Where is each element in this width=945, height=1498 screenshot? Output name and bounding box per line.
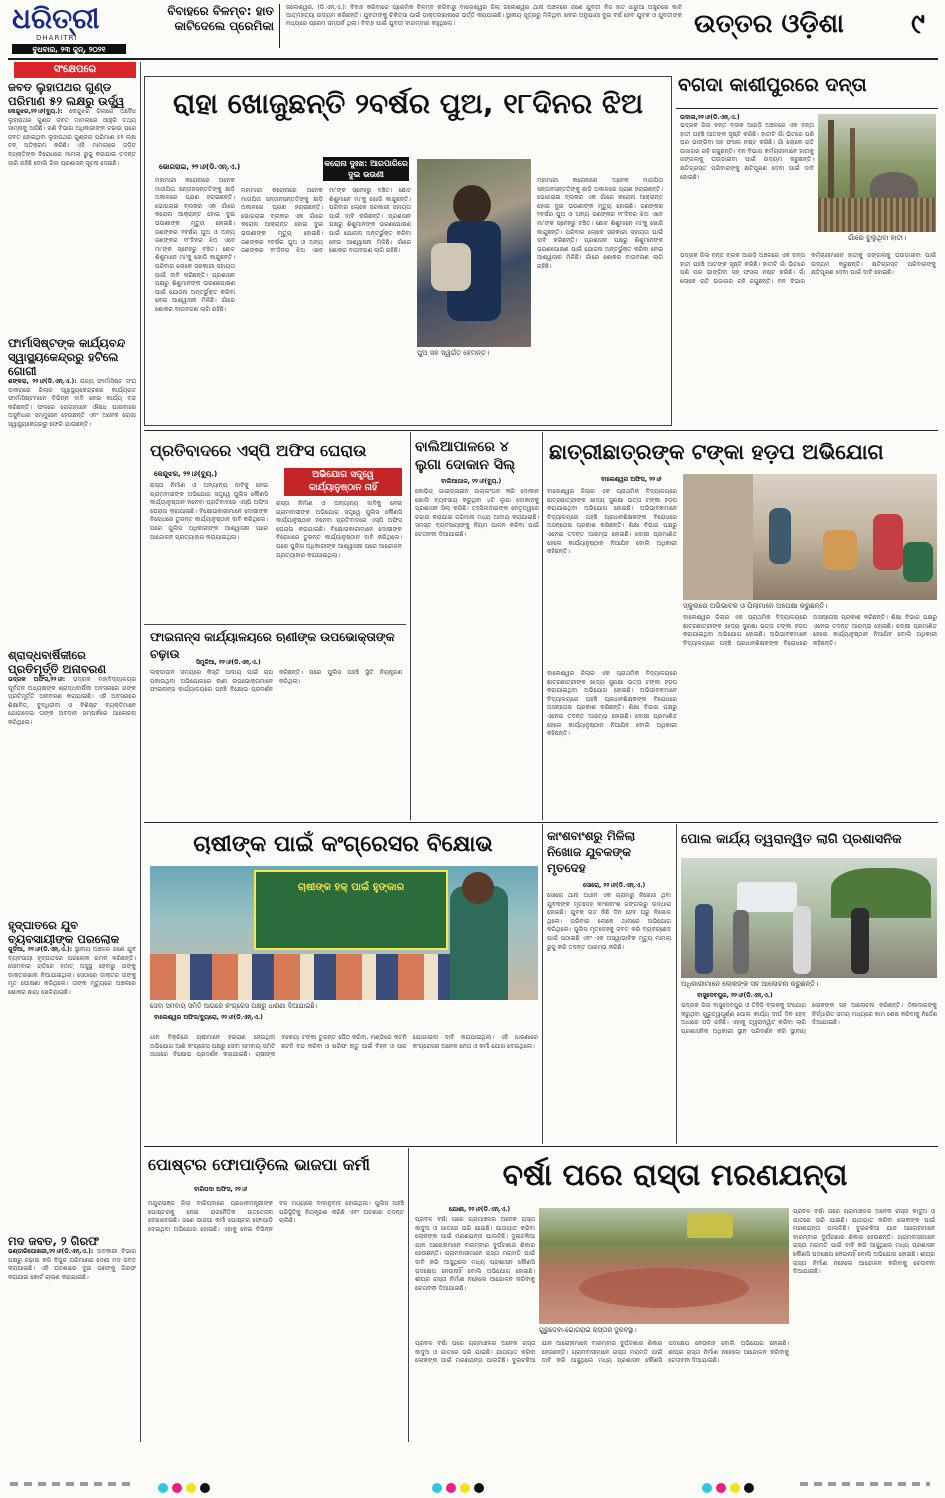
students-headline: ଛାତ୍ରୀଛାତ୍ରଙ୍କ ଟଙ୍କା ହଡ଼ପ ଅଭିଯୋଗ: [549, 440, 884, 464]
rain-col-2: [793, 1208, 935, 1438]
teaser-title: ବିବାହରେ ବିଳମ୍ବ: ହାତ କାଟିଦେଲେ ପ୍ରେମିକା: [167, 4, 274, 33]
elephant-rule: [676, 108, 938, 109]
lead-col-3: [537, 177, 663, 421]
bridge-caption: ଅଧିକାରୀମାନେ ଲୋକଙ୍କ ସହ ଆଲୋଚନା କରୁଛନ୍ତି।: [681, 980, 819, 988]
brief-text: ଅବକାରୀ ବିଭାଗ ପକ୍ଷରୁ ଚଢ଼ାଉ କରି ବିପୁଳ ପରିମାଣର ଦେଶୀ ମଦ ଜବତ କରାଯାଇଛି। ଏହି ଘଟଣାରେ ଦୁଇ ଜଣଙ୍କୁ ଗିରଫ କରାଯାଇ କୋର୍ଟ ଚାଲାଣ କରାଯାଇଛି।: [8, 1248, 136, 1281]
brief-dateline: ଗୁଡ଼ିଆ, ୨୨।୬(ଡି.ଏନ୍.ଏ.):: [8, 946, 73, 953]
students-col-0: [547, 670, 677, 818]
cyan-dot: [158, 1483, 168, 1493]
color-dots-center: [430, 1478, 486, 1497]
gray-bar-right: [800, 1482, 930, 1486]
shops-headline: ବାଲିଆପାଳରେ ୪ ଲୁଗା ଦୋକାନ ସିଲ୍: [415, 439, 516, 473]
elephant-text-cont: ଭଦ୍ରକ ଜିଲା ବନ୍ତ ବ୍ଲକ ଆରଡ଼ି ଅଞ୍ଚଳରେ ଏକ ଦନ୍ତା ହାତୀ ପହଞ୍ଚି ଆତଙ୍କ ସୃଷ୍ଟି କରିଛି। ହାତୀଟି ଗାଁ ଭିତରେ ପଶି ଘର ଭାଙ୍ଗିବା ସହ ଫସଲ ନଷ୍ଟ କରିଛି। ଗାଁ ଲୋକେ ରାତି ଉଜାଗର ରହି ଜଗୁଛନ୍ତି। ବନ ବିଭାଗ କର୍ମଚାରୀମାନେ ହାତୀକୁ ଜଙ୍ଗଲକୁ ଘଉଡ଼ାଇବା ପାଇଁ ଉଦ୍ୟମ କରୁଛନ୍ତି। କ୍ଷତିଗ୍ରସ୍ତ ପରିବାରଙ୍କୁ କ୍ଷତିପୂରଣ ଦେବା ପାଇଁ ଦାବି ହୋଇଛି।: [680, 252, 936, 285]
lead-col-1: ମହାମାରୀ କରୋନାରେ ଅନେକ ମାତାପିତା ସନ୍ତାନସନ୍ତତିଙ୍କୁ ଛାଡ଼ି ଅକାଳରେ ପ୍ରାଣ ହରାଇଛନ୍ତି। ଭୋଗରାଇ ବ୍ଲକର ଏକ ଗାଁରେ କରୋନା ଆକ୍ରାନ୍ତ ହୋଇ ଦୁଇ ଭଉଣୀଙ୍କ ମୃତ୍ୟୁ ହୋଇଛି। ଜଣଙ୍କର ୨ବର୍ଷର ପୁଅ ଓ ଅନ୍ୟ ଜଣଙ୍କର ୧୮ଦିନର ଝିଅ ଏବେ ମା'ଙ୍କ ସ୍ନେହରୁ ବଞ୍ଚିତ। ଛୋଟ ଶିଶୁମାନେ ମା'କୁ ଖୋଜି କାନ୍ଦୁଛନ୍ତି। ପରିବାର ଲୋକେ ସରକାରୀ ସହାୟତା ପାଇଁ ଦାବି କରିଛନ୍ତି। ପ୍ରଶାସନ ପକ୍ଷରୁ ଶିଶୁମାନଙ୍କ ଭରଣପୋଷଣ ପାଇଁ ଯୋଜନା ଅନ୍ତର୍ଭୁକ୍ତ କରିବା ନେଇ ଆଶ୍ୱାସନା ମିଳିଛି। ଗାଁରେ ଶୋକର ବାତାବରଣ ଲାଗି ରହିଛି।: [155, 177, 235, 313]
poster-story: [144, 1148, 406, 1442]
poster-text: [148, 1200, 404, 1438]
row-3-rule: [144, 1146, 938, 1147]
black-dot: [200, 1483, 210, 1493]
color-dots-left: [156, 1478, 212, 1497]
students-text-more: ବାଲେଶ୍ୱର ଜିଲାର ଏକ ପ୍ରାଥମିକ ବିଦ୍ୟାଳୟରେ ଛାତ୍ରଛାତ୍ରୀଙ୍କ ଖାଦ୍ୟ ସୁରକ୍ଷା ଭତ୍ତା ଟଙ୍କା ହଡ଼ପ କରାଯାଇଥିବା ଅଭିଯୋଗ ହୋଇଛି। ଅଭିଭାବକମାନେ ବିଦ୍ୟାଳୟରେ ପହଞ୍ଚି ପ୍ରଧାନଶିକ୍ଷକଙ୍କ ବିରୋଧରେ ଅସନ୍ତୋଷ ପ୍ରକାଶ କରିଛନ୍ତି। ଶିକ୍ଷା ବିଭାଗ ପକ୍ଷରୁ ଏନେଇ ତଦନ୍ତ ଆରମ୍ଭ ହୋଇଛି। ଦୋଷୀ ପ୍ରମାଣିତ ହେଲେ କାର୍ଯ୍ୟାନୁଷ୍ଠାନ ନିଆଯିବ ବୋଲି ଅଧିକାରୀ କହିଛନ୍ତି।: [547, 670, 677, 738]
yellow-dot: [186, 1483, 196, 1493]
gray-bar: [10, 1482, 130, 1486]
magenta-dot: [172, 1483, 182, 1493]
dateline-bar: [12, 44, 126, 54]
brief-body: [8, 1248, 136, 1282]
logo-text: ଧରିତ୍ରୀ: [12, 2, 100, 35]
section-title: ଉତ୍ତର ଓଡ଼ିଶା: [694, 9, 844, 39]
brief-text: ରାଜ୍ୟ ଫାର୍ମାସିଷ୍ଟ ସଂଘ ଡାକରାରେ ଜିଲାର ସ୍ୱାସ୍ଥ୍ୟକେନ୍ଦ୍ରରେ କାର୍ଯ୍ୟରତ ଫାର୍ମାସିଷ୍ଟମାନେ ବିଭିନ୍ନ ଦାବି ନେଇ କାର୍ଯ୍ୟ ବନ୍ଦ କରିଛନ୍ତି। ଫଳରେ ରୋଗୀମାନେ ଔଷଧ ପାଇବାରେ ଅସୁବିଧାର ସମ୍ମୁଖୀନ ହେଉଛନ୍ତି ଏବଂ ଅନେକ ରୋଗୀ ସ୍ୱାସ୍ଥ୍ୟକେନ୍ଦ୍ରରୁ ଫେରି ଯାଉଛନ୍ତି।: [8, 378, 136, 428]
row-2-rule: [144, 822, 938, 823]
sp-kicker-text: ଅଭିଯୋଗ ସତ୍ତ୍ୱେ କାର୍ଯ୍ୟାନୁଷ୍ଠାନ ନାହିଁ: [308, 470, 378, 493]
shops-dateline: ବାଲିଆପାଳ, ୨୨।୬(ବ୍ୟୁ.): [441, 478, 502, 485]
brief-label: ସଂକ୍ଷେପରେ: [14, 62, 136, 78]
bridge-headline: ପୋଲ କାର୍ଯ୍ୟ ତ୍ୱରାନ୍ୱିତ ଲାଗି ପ୍ରଶାସନିକ: [681, 832, 902, 847]
rain-headline: ବର୍ଷା ପରେ ରାସ୍ତା ମରଣଯନ୍ତା: [502, 1158, 848, 1193]
brief-body: [8, 378, 136, 430]
lead-col-2: [241, 187, 411, 423]
students-dateline: ବାଲେଶ୍ୱର ଅଫିସ, ୨୨।୬: [601, 476, 662, 483]
brief-body: [8, 676, 136, 728]
elephant-story: [676, 62, 938, 424]
congress-dateline: ବାଲେଶ୍ୱର ଅଫିସ/ବ୍ୟୁରୋ, ୨୨।୬(ଡି.ଏନ୍.ଏ.): [154, 1014, 263, 1021]
rain-story: [408, 1148, 938, 1442]
sp-col-1: [150, 482, 268, 618]
brief-dateline: ଭଣ୍ଡାରିପୋଖରୀ,୨୨।୬(ଡି.ଏନ୍.ଏ.):: [8, 1248, 94, 1255]
brief-dateline: କେନ୍ଦୁଝର,୨୨।୬(ବ୍ୟୁ.):: [8, 108, 63, 115]
teaser-text: ଜଲେଶ୍ୱର, (ଡି.ଏନ୍.ଏ.): ବିବାହ କରିବାରେ ପ୍ରେମିକ ବିଳମ୍ବ କରିବାରୁ ବାଲେଶ୍ୱର ଜିଲା ଜଲେଶ୍ୱର ଥାନା ଅଞ୍ଚଳରେ ଜଣେ ଯୁବତୀ ନିଜ ହାତ ଧାରୁଆ ଅସ୍ତ୍ରରେ କାଟି ଆତ୍ମହତ୍ୟା ଉଦ୍ୟମ କରିଛନ୍ତି। ଯୁବତୀଙ୍କୁ ଚିକିତ୍ସା ପାଇଁ ଡାକ୍ତରଖାନାରେ ଭର୍ତ୍ତି କରାଯାଇଛି। ସ୍ଥାନୀୟ ସୂତ୍ରରୁ ମିଳିଥିବା ଖବର ଅନୁଯାୟୀ ଦୁଇ ବର୍ଷ ହେବ ଯୁବକ ଓ ଯୁବତୀଙ୍କ ମଧ୍ୟରେ ପ୍ରେମ ସମ୍ପର୍କ ଥିଲା। ବିବାହ ପାଇଁ ଯୁବତୀ ବାରମ୍ବାର କହୁଥିଲେ।: [286, 4, 682, 27]
brief-col-rule: [140, 62, 141, 1442]
lead-text-end: ମହାମାରୀ କରୋନାରେ ଅନେକ ମାତାପିତା ସନ୍ତାନସନ୍ତତିଙ୍କୁ ଛାଡ଼ି ଅକାଳରେ ପ୍ରାଣ ହରାଇଛନ୍ତି। ଭୋଗରାଇ ବ୍ଲକର ଏକ ଗାଁରେ କରୋନା ଆକ୍ରାନ୍ତ ହୋଇ ଦୁଇ ଭଉଣୀଙ୍କ ମୃତ୍ୟୁ ହୋଇଛି। ଜଣଙ୍କର ୨ବର୍ଷର ପୁଅ ଓ ଅନ୍ୟ ଜଣଙ୍କର ୧୮ଦିନର ଝିଅ ଏବେ ମା'ଙ୍କ ସ୍ନେହରୁ ବଞ୍ଚିତ। ଛୋଟ ଶିଶୁମାନେ ମା'କୁ ଖୋଜି କାନ୍ଦୁଛନ୍ତି। ପରିବାର ଲୋକେ ସରକାରୀ ସହାୟତା ପାଇଁ ଦାବି କରିଛନ୍ତି। ପ୍ରଶାସନ ପକ୍ଷରୁ ଶିଶୁମାନଙ୍କ ଭରଣପୋଷଣ ପାଇଁ ଯୋଜନା ଅନ୍ତର୍ଭୁକ୍ତ କରିବା ନେଇ ଆଶ୍ୱାସନା ମିଳିଛି। ଗାଁରେ ଶୋକର ବାତାବରଣ ଲାଗି ରହିଛି।: [537, 177, 663, 270]
brief-text: ସ୍ଥାନୀୟ ଅଞ୍ଚଳର ଜଣେ ଯୁବ ବ୍ୟବସାୟୀ ହୃଦ୍‌ଘାତରେ ପରଲୋକ ଗମନ କରିଛନ୍ତି। ସୋମବାର ରାତିରେ ହଠାତ୍ ଅସୁସ୍ଥ ହେବାରୁ ତାଙ୍କୁ ଡାକ୍ତରଖାନା ନିଆଯାଇଥିଲା। ସେଠାରେ ଡାକ୍ତର ତାଙ୍କୁ ମୃତ ଘୋଷଣା କରିଥିଲେ। ତାଙ୍କ ମୃତ୍ୟୁରେ ଅଞ୍ଚଳରେ ଶୋକର ଛାୟା ଖେଳିଯାଇଛି।: [8, 946, 136, 996]
brief-title: ହୃଦ୍‌ଘାତରେ ଯୁବ ବ୍ୟବସାୟୀଙ୍କ ପରଲୋକ: [8, 918, 120, 946]
brief-text: ଭଦ୍ରକ ମହାବିଦ୍ୟାଳୟର ପୂର୍ବତନ ଅଧ୍ୟକ୍ଷଙ୍କ ଶ୍ରାଦ୍ଧବାର୍ଷିକୀ ଅବସରରେ ତାଙ୍କ ପ୍ରତିମୂର୍ତ୍ତି ଅନାବରଣ କରାଯାଇଛି। ଏହି ଅବସରରେ ଶିକ୍ଷାବିତ୍, ବୁଦ୍ଧିଜୀବୀ ଓ ବିଶିଷ୍ଟ ବ୍ୟକ୍ତିମାନେ ଯୋଗଦେଇ ତାଙ୍କ ଅବଦାନ ସମ୍ପର୍କରେ ଆଲୋଚନା କରିଥିଲେ।: [8, 676, 136, 726]
lead-kicker: [323, 157, 409, 181]
brief-title: ମଦ ଜବତ, ୨ ଗିରଫ: [8, 1234, 100, 1248]
rain-caption: ଗୁରୁଡେବା-ଭୋଗରାଇ ରାସ୍ତାର ଦୁରବସ୍ଥା।: [539, 1326, 637, 1334]
congress-body: ଧାନ ବିକ୍ରିରେ ଚାଷୀମାନେ ହଇରାଣ ହେଉଥିବା ଅଭିଯୋଗ ଆଣି କଂଗ୍ରେସ ପକ୍ଷରୁ ସେବା ସମବାୟ ସମିତି ଆଗରେ ବିକ୍ଷୋଭ ପ୍ରଦର୍ଶନ କରାଯାଇଛି। ଚାଷୀଙ୍କ ବକେୟା ଟଙ୍କା ତୁରନ୍ତ ପୈଠ କରିବା, ମଣ୍ଡିରେ କଟନି ଛଟନି ବନ୍ଦ କରିବା ଓ ଖରିଫ ଋତୁ ପାଇଁ ବିହନ ଓ ସାର ଯୋଗାଇବା ଦାବି କରାଯାଇଥିଲା। ଏହି ଧାରଣାରେ କଂଗ୍ରେସର ଅନେକ ନେତା ଓ କର୍ମୀ ଯୋଗ ଦେଇଥିଲେ।: [150, 1034, 538, 1059]
yellow-dot: [460, 1483, 470, 1493]
rain-dateline: ଯୋଶୀ, ୨୨।୬(ଡି.ଏନ୍.ଏ.): [449, 1206, 511, 1213]
lead-dateline: ଭୋଗରାଇ, ୨୨।୬(ଡି.ଏନ୍.ଏ.): [159, 163, 241, 171]
rain-photo: [539, 1208, 789, 1324]
missing-story: [542, 824, 672, 1144]
brief-item-3: [8, 648, 136, 914]
masthead-rule: [8, 58, 938, 60]
brief-dateline: ଭଦ୍ରକ ଅଫିସ,୨୨।୬:: [8, 676, 66, 683]
poster-body: ମୟୂରଭଞ୍ଜ ଜିଲା ବାରିପଦାରେ ପ୍ରଧାନମନ୍ତ୍ରୀଙ୍କ ପୋଷ୍ଟରକୁ ନେଇ ରାଜନୈତିକ ଉତ୍ତେଜନା ଦେଖାଦେଇଛି। ଜଣେ ଭାଜପା କର୍ମୀ ପୋଷ୍ଟର ଫୋପାଡ଼ି ଦେଇଥିବା ଅଭିଯୋଗ ହୋଇଛି। ଏହାକୁ ନେଇ ବିଭିନ୍ନ ଦଳ ମଧ୍ୟରେ ବାଦାନୁବାଦ ହୋଇଥିଲା। ପୁଲିସ ପହଞ୍ଚି ପରିସ୍ଥିତିକୁ ନିୟନ୍ତ୍ରଣ କରିଛି ଏବଂ ଘଟଣାର ତଦନ୍ତ ଚାଲିଛି।: [148, 1200, 404, 1233]
lead-headline: ରାହା ଖୋଜୁଛନ୍ତି ୨ବର୍ଷର ପୁଅ, ୧୮ଦିନର ଝିଅ: [172, 87, 644, 120]
congress-photo: [150, 866, 538, 1000]
shops-story: [410, 432, 540, 820]
missing-headline: କାଂଶବାଂଶରୁ ମିଳିଲା ନିଖୋଜ ଯୁବକଙ୍କ ମୃତଦେହ: [547, 829, 636, 875]
missing-text: [547, 892, 671, 1142]
bridge-dateline: ବାସୁଦେବପୁର, ୨୨।୬(ଡି.ଏନ୍.ଏ.): [697, 992, 773, 999]
elephant-dateline: ଉଦାଳା,୨୨।୬(ଡି.ଏନ୍.ଏ.): [680, 114, 740, 121]
cyan-dot: [432, 1483, 442, 1493]
lead-text-cont: ମହାମାରୀ କରୋନାରେ ଅନେକ ମାତାପିତା ସନ୍ତାନସନ୍ତତିଙ୍କୁ ଛାଡ଼ି ଅକାଳରେ ପ୍ରାଣ ହରାଇଛନ୍ତି। ଭୋଗରାଇ ବ୍ଲକର ଏକ ଗାଁରେ କରୋନା ଆକ୍ରାନ୍ତ ହୋଇ ଦୁଇ ଭଉଣୀଙ୍କ ମୃତ୍ୟୁ ହୋଇଛି। ଜଣଙ୍କର ୨ବର୍ଷର ପୁଅ ଓ ଅନ୍ୟ ଜଣଙ୍କର ୧୮ଦିନର ଝିଅ ଏବେ ମା'ଙ୍କ ସ୍ନେହରୁ ବଞ୍ଚିତ। ଛୋଟ ଶିଶୁମାନେ ମା'କୁ ଖୋଜି କାନ୍ଦୁଛନ୍ତି। ପରିବାର ଲୋକେ ସରକାରୀ ସହାୟତା ପାଇଁ ଦାବି କରିଛନ୍ତି। ପ୍ରଶାସନ ପକ୍ଷରୁ ଶିଶୁମାନଙ୍କ ଭରଣପୋଷଣ ପାଇଁ ଯୋଜନା ଅନ୍ତର୍ଭୁକ୍ତ କରିବା ନେଇ ଆଶ୍ୱାସନା ମିଳିଛି। ଗାଁରେ ଶୋକର ବାତାବରଣ ଲାଗି ରହିଛି।: [241, 187, 411, 255]
shops-text: [415, 488, 539, 818]
congress-headline: ଚାଷୀଙ୍କ ପାଇଁ କଂଗ୍ରେସର ବିକ୍ଷୋଭ: [193, 832, 493, 857]
sp-text: ରାସ୍ତା ନିର୍ମାଣ ଓ ଅନ୍ୟାନ୍ୟ ଦାବିକୁ ନେଇ ଗ୍ରାମବାସୀଙ୍କ ଅଭିଯୋଗ ସତ୍ତ୍ୱେ ପୁଲିସ କୌଣସି କାର୍ଯ୍ୟାନୁଷ୍ଠାନ ନନେବା ପ୍ରତିବାଦରେ ଏସ୍‌ପି ଅଫିସ ଘେରାଉ କରାଯାଇଛି। ବିକ୍ଷୋଭକାରୀମାନେ ଦୋଷୀଙ୍କ ବିରୋଧରେ ତୁରନ୍ତ କାର୍ଯ୍ୟାନୁଷ୍ଠାନ ଦାବି କରିଥିଲେ। ପରେ ପୁଲିସ ଅଧିକାରୀଙ୍କ ଆଶ୍ୱାସନା ପରେ ଆନ୍ଦୋଳନ ପ୍ରତ୍ୟାହାର କରାଯାଇଥିଲା।: [150, 482, 268, 541]
magenta-dot: [446, 1483, 456, 1493]
row-1-rule: [144, 430, 938, 431]
color-dots-right: [700, 1478, 756, 1497]
elephant-photo: [818, 114, 936, 232]
finance-headline: ଫାଇନାନ୍ସ କାର୍ଯ୍ୟାଳୟରେ ଋଣୀଙ୍କ ଉପଭୋକ୍ତାଙ୍କ ଚଢ଼ାଉ: [150, 630, 395, 661]
issue-date: ବୁଧବାର, ୨୩ ଜୁନ୍, ୨୦୨୧: [32, 45, 106, 54]
lead-photo-caption: ପୁଅ ସହ ସ୍ୱର୍ଗତ ହେମନ୍ତ।: [417, 349, 490, 357]
rain-col-3: [415, 1340, 789, 1438]
bridge-photo: [681, 858, 937, 978]
brief-body: [8, 946, 136, 998]
brief-item-5: [8, 1234, 136, 1442]
rain-text-bottom: ପ୍ରବଳ ବର୍ଷା ପରେ ଗ୍ରାମାଞ୍ଚଳର ଅନେକ ରାସ୍ତା କାଦୁଅ ଓ ଗାତରେ ଭରି ଯାଇଛି। ଯାତାୟାତ କରିବା ଲୋକଙ୍କ ପାଇଁ ମରଣଯନ୍ତା ପାଲଟିଛି। ଦୁଇଚକିଆ ଯାନ ଆରୋହୀମାନେ ବାରମ୍ବାର ଦୁର୍ଘଟଣାର ଶିକାର ହେଉଛନ୍ତି। ଗ୍ରାମବାସୀମାନେ ରାସ୍ତା ମରାମତି ପାଇଁ ଦାବି କରି ଆସୁଥିଲେ ମଧ୍ୟ ପ୍ରଶାସନ କୌଣସି ପଦକ୍ଷେପ ନେଉନାହିଁ ବୋଲି ଅଭିଯୋଗ ହୋଇଛି। ଶୀଘ୍ର ରାସ୍ତା ନିର୍ମାଣ ନହେଲେ ଆନ୍ଦୋଳନ କରିବାକୁ ଚେତାବନୀ ଦିଆଯାଇଛି।: [415, 1340, 789, 1365]
students-text: ବାଲେଶ୍ୱର ଜିଲାର ଏକ ପ୍ରାଥମିକ ବିଦ୍ୟାଳୟରେ ଛାତ୍ରଛାତ୍ରୀଙ୍କ ଖାଦ୍ୟ ସୁରକ୍ଷା ଭତ୍ତା ଟଙ୍କା ହଡ଼ପ କରାଯାଇଥିବା ଅଭିଯୋଗ ହୋଇଛି। ଅଭିଭାବକମାନେ ବିଦ୍ୟାଳୟରେ ପହଞ୍ଚି ପ୍ରଧାନଶିକ୍ଷକଙ୍କ ବିରୋଧରେ ଅସନ୍ତୋଷ ପ୍ରକାଶ କରିଛନ୍ତି। ଶିକ୍ଷା ବିଭାଗ ପକ୍ଷରୁ ଏନେଇ ତଦନ୍ତ ଆରମ୍ଭ ହୋଇଛି। ଦୋଷୀ ପ୍ରମାଣିତ ହେଲେ କାର୍ଯ୍ୟାନୁଷ୍ଠାନ ନିଆଯିବ ବୋଲି ଅଧିକାରୀ କହିଛନ୍ତି।: [547, 488, 677, 556]
brief-item-1: [8, 80, 136, 328]
footer-marks: [0, 1476, 945, 1498]
missing-body: ସୋରୋ ଥାନା ଅଧୀନ ଏକ ଗ୍ରାମରୁ ନିଖୋଜ ଥିବା ଯୁବକଙ୍କ ମୃତଦେହ କାଂଶବାଂଶ ଜଙ୍ଗଲରୁ ଉଦ୍ଧାର ହୋଇଛି। ଯୁବକ ଗତ କିଛି ଦିନ ହେବ ଘରୁ ନିଖୋଜ ଥିଲେ। ପରିବାର ଲୋକେ ଥାନାରେ ଅଭିଯୋଗ କରିଥିଲେ। ପୁଲିସ ମୃତଦେହକୁ ଜବତ କରି ବ୍ୟବଚ୍ଛେଦ ପାଇଁ ପଠାଇଛି ଏବଂ ଏକ ଅସ୍ୱାଭାବିକ ମୃତ୍ୟୁ ମାମଲା ରୁଜୁ କରି ତଦନ୍ତ ଆରମ୍ଭ କରିଛି।: [547, 892, 671, 951]
elephant-col-2: [680, 252, 936, 422]
bridge-text: [681, 1002, 937, 1142]
elephant-text: ଭଦ୍ରକ ଜିଲା ବନ୍ତ ବ୍ଲକ ଆରଡ଼ି ଅଞ୍ଚଳରେ ଏକ ଦନ୍ତା ହାତୀ ପହଞ୍ଚି ଆତଙ୍କ ସୃଷ୍ଟି କରିଛି। ହାତୀଟି ଗାଁ ଭିତରେ ପଶି ଘର ଭାଙ୍ଗିବା ସହ ଫସଲ ନଷ୍ଟ କରିଛି। ଗାଁ ଲୋକେ ରାତି ଉଜାଗର ରହି ଜଗୁଛନ୍ତି। ବନ ବିଭାଗ କର୍ମଚାରୀମାନେ ହାତୀକୁ ଜଙ୍ଗଲକୁ ଘଉଡ଼ାଇବା ପାଇଁ ଉଦ୍ୟମ କରୁଛନ୍ତି। କ୍ଷତିଗ୍ରସ୍ତ ପରିବାରଙ୍କୁ କ୍ଷତିପୂରଣ ଦେବା ପାଇଁ ଦାବି ହୋଇଛି।: [680, 122, 814, 181]
students-text-cont: ବାଲେଶ୍ୱର ଜିଲାର ଏକ ପ୍ରାଥମିକ ବିଦ୍ୟାଳୟରେ ଛାତ୍ରଛାତ୍ରୀଙ୍କ ଖାଦ୍ୟ ସୁରକ୍ଷା ଭତ୍ତା ଟଙ୍କା ହଡ଼ପ କରାଯାଇଥିବା ଅଭିଯୋଗ ହୋଇଛି। ଅଭିଭାବକମାନେ ବିଦ୍ୟାଳୟରେ ପହଞ୍ଚି ପ୍ରଧାନଶିକ୍ଷକଙ୍କ ବିରୋଧରେ ଅସନ୍ତୋଷ ପ୍ରକାଶ କରିଛନ୍ତି। ଶିକ୍ଷା ବିଭାଗ ପକ୍ଷରୁ ଏନେଇ ତଦନ୍ତ ଆରମ୍ଭ ହୋଇଛି। ଦୋଷୀ ପ୍ରମାଣିତ ହେଲେ କାର୍ଯ୍ୟାନୁଷ୍ଠାନ ନିଆଯିବ ବୋଲି ଅଧିକାରୀ କହିଛନ୍ତି।: [683, 614, 937, 647]
sp-col-2: [276, 500, 402, 618]
bridge-story: [676, 824, 938, 1144]
elephant-caption: ଗାଁରେ ବୁଲୁଥିବା ହାତୀ।: [847, 234, 907, 242]
bridge-body: ଭଦ୍ରକ ଜିଲା ବାସୁଦେବପୁର ଓ ତିହିଡ଼ି ବ୍ଲକକୁ ସଂଯୋଗ କରୁଥିବା ଗୁରୁତ୍ୱପୂର୍ଣ୍ଣ ପୋଲ କାର୍ଯ୍ୟ ଦୀର୍ଘ ଦିନ ହେବ ଅଧାରେ ପଡ଼ି ରହିଛି। ଏହାକୁ ତ୍ୱରାନ୍ୱିତ କରିବା ଲାଗି ପ୍ରଶାସନିକ ଅଧିକାରୀ ସ୍ଥାନ ପରିଦର୍ଶନ କରି ସ୍ଥାନୀୟ ଲୋକଙ୍କ ସହ ଆଲୋଚନା କରିଛନ୍ତି। ଠିକାଦାରଙ୍କୁ ନିର୍ଦ୍ଧାରିତ ସମୟ ମଧ୍ୟରେ କାମ ଶେଷ କରିବାକୁ ନିର୍ଦ୍ଦେଶ ଦିଆଯାଇଛି।: [681, 1002, 937, 1035]
congress-caption: ସେବା ସମବାୟ ସମିତି ଆଗରେ କଂଗ୍ରେସ ପକ୍ଷରୁ ଧାରଣା ଦିଆଯାଇଛି।: [150, 1002, 318, 1010]
shops-body: କୋଭିଡ୍ ଗାଇଡ୍‌ଲାଇନ ଉଲ୍ଲଂଘନ କରି ଦୋକାନ ଖୋଲି ବ୍ୟବସାୟ କରୁଥିବା ୪ଟି ଲୁଗା ଦୋକାନକୁ ପ୍ରଶାସନ ସିଲ୍ କରିଛି। ତହସିଲଦାରଙ୍କ ନେତୃତ୍ୱରେ ଚଢ଼ାଉ କରାଯାଇ ଜରିମାନା ମଧ୍ୟ ଆଦାୟ କରାଯାଇଛି। ସମସ୍ତ ବ୍ୟବସାୟୀଙ୍କୁ ନିୟମ ପାଳନ କରିବା ପାଇଁ ଚେତାବନୀ ଦିଆଯାଇଛି।: [415, 488, 539, 538]
logo: [12, 2, 108, 38]
cyan-dot: [702, 1483, 712, 1493]
brief-body: [8, 108, 136, 168]
finance-body: ଲକ୍‌ଡାଉନ ସମୟରେ କିସ୍ତି ଆଦାୟ ପାଇଁ ଚାପ ପକାଉଥିବା ଅଭିଯୋଗରେ ଋଣୀ ଉପଭୋକ୍ତାମାନେ ଫାଇନାନ୍ସ କାର୍ଯ୍ୟାଳୟରେ ପହଞ୍ଚି ବିକ୍ଷୋଭ ପ୍ରଦର୍ଶନ କରିଛନ୍ତି। ପରେ ପୁଲିସ ପହଞ୍ଚି ସ୍ଥିତି ନିୟନ୍ତ୍ରଣ କରିଥିଲା।: [150, 669, 402, 694]
poster-dateline: ବାରିପଦା ଅଫିସ, ୨୨।୬: [194, 1186, 248, 1193]
lead-photo: [417, 159, 531, 347]
rain-text: ପ୍ରବଳ ବର୍ଷା ପରେ ଗ୍ରାମାଞ୍ଚଳର ଅନେକ ରାସ୍ତା କାଦୁଅ ଓ ଗାତରେ ଭରି ଯାଇଛି। ଯାତାୟାତ କରିବା ଲୋକଙ୍କ ପାଇଁ ମରଣଯନ୍ତା ପାଲଟିଛି। ଦୁଇଚକିଆ ଯାନ ଆରୋହୀମାନେ ବାରମ୍ବାର ଦୁର୍ଘଟଣାର ଶିକାର ହେଉଛନ୍ତି। ଗ୍ରାମବାସୀମାନେ ରାସ୍ତା ମରାମତି ପାଇଁ ଦାବି କରି ଆସୁଥିଲେ ମଧ୍ୟ ପ୍ରଶାସନ କୌଣସି ପଦକ୍ଷେପ ନେଉନାହିଁ ବୋଲି ଅଭିଯୋଗ ହୋଇଛି। ଶୀଘ୍ର ରାସ୍ତା ନିର୍ମାଣ ନହେଲେ ଆନ୍ଦୋଳନ କରିବାକୁ ଚେତାବନୀ ଦିଆଯାଇଛି।: [415, 1216, 535, 1292]
students-caption: ସ୍କୁଲରେ ଅଭିଭାବକ ଓ ପିଲାମାନେ ଅପେକ୍ଷା କରୁଛନ୍ତି।: [683, 602, 828, 610]
masthead: [0, 0, 945, 54]
sp-headline: ପ୍ରତିବାଦରେ ଏସ୍‌ପି ଅଫିସ ଘେରାଉ: [150, 441, 367, 460]
teaser-rule: [279, 4, 280, 48]
congress-story: [144, 824, 540, 1144]
brief-title: ଫାର୍ମାସିଷ୍ଟଙ୍କ କାର୍ଯ୍ୟବନ୍ଦ ସ୍ୱାସ୍ଥ୍ୟକେନ୍ଦ୍ରରୁ ହଟିଲେ ଗୋଗୀ: [8, 336, 126, 378]
poster-headline: ପୋଷ୍ଟର ଫୋପାଡ଼ିଲେ ଭାଜପା କର୍ମୀ: [148, 1155, 370, 1174]
finance-story: [144, 624, 406, 820]
brief-item-2: [8, 336, 136, 636]
brief-dateline: ଶଙ୍କରା, ୨୨।୬(ଡି.ଏନ୍.ଏ.):: [8, 378, 77, 385]
sp-office-story: [144, 432, 406, 622]
finance-dateline: ସିମୁଳିଆ, ୨୨।୬(ଡି.ଏନ୍.ଏ.): [196, 659, 261, 666]
black-dot: [744, 1483, 754, 1493]
brief-title: ଜବତ ଲୁହାପଥର ଗୁଣ୍ଡ ପରିମାଣ ୫୨ ଲକ୍ଷରୁ ଉର୍ଦ୍ଧ୍ୱ: [8, 80, 125, 108]
black-dot: [474, 1483, 484, 1493]
rain-text-right: ପ୍ରବଳ ବର୍ଷା ପରେ ଗ୍ରାମାଞ୍ଚଳର ଅନେକ ରାସ୍ତା କାଦୁଅ ଓ ଗାତରେ ଭରି ଯାଇଛି। ଯାତାୟାତ କରିବା ଲୋକଙ୍କ ପାଇଁ ମରଣଯନ୍ତା ପାଲଟିଛି। ଦୁଇଚକିଆ ଯାନ ଆରୋହୀମାନେ ବାରମ୍ବାର ଦୁର୍ଘଟଣାର ଶିକାର ହେଉଛନ୍ତି। ଗ୍ରାମବାସୀମାନେ ରାସ୍ତା ମରାମତି ପାଇଁ ଦାବି କରି ଆସୁଥିଲେ ମଧ୍ୟ ପ୍ରଶାସନ କୌଣସି ପଦକ୍ଷେପ ନେଉନାହିଁ ବୋଲି ଅଭିଯୋଗ ହୋଇଛି। ଶୀଘ୍ର ରାସ୍ତା ନିର୍ମାଣ ନହେଲେ ଆନ୍ଦୋଳନ କରିବାକୁ ଚେତାବନୀ ଦିଆଯାଇଛି।: [793, 1208, 935, 1276]
sp-kicker: [284, 468, 402, 496]
sp-text-cont: ରାସ୍ତା ନିର୍ମାଣ ଓ ଅନ୍ୟାନ୍ୟ ଦାବିକୁ ନେଇ ଗ୍ରାମବାସୀଙ୍କ ଅଭିଯୋଗ ସତ୍ତ୍ୱେ ପୁଲିସ କୌଣସି କାର୍ଯ୍ୟାନୁଷ୍ଠାନ ନନେବା ପ୍ରତିବାଦରେ ଏସ୍‌ପି ଅଫିସ ଘେରାଉ କରାଯାଇଛି। ବିକ୍ଷୋଭକାରୀମାନେ ଦୋଷୀଙ୍କ ବିରୋଧରେ ତୁରନ୍ତ କାର୍ଯ୍ୟାନୁଷ୍ଠାନ ଦାବି କରିଥିଲେ। ପରେ ପୁଲିସ ଅଧିକାରୀଙ୍କ ଆଶ୍ୱାସନା ପରେ ଆନ୍ଦୋଳନ ପ୍ରତ୍ୟାହାର କରାଯାଇଥିଲା।: [276, 500, 402, 559]
congress-banner: ଚାଷୀଙ୍କ ହକ୍ ପାଇଁ ହୁଙ୍କାର: [297, 882, 405, 893]
students-col-1: [547, 488, 677, 668]
lead-story: [144, 76, 672, 426]
lead-kicker-text: କରୋନା ଦୁଃଖ: ଆରପାରିରେ ଦୁଇ ଭଉଣୀ: [324, 159, 408, 179]
logo-latin: DHARITRI: [36, 34, 78, 42]
magenta-dot: [716, 1483, 726, 1493]
elephant-col-1: [680, 122, 814, 272]
students-story: [542, 432, 938, 820]
yellow-dot: [730, 1483, 740, 1493]
brief-title: ଶ୍ରାଦ୍ଧବାର୍ଷିକୀରେ ପ୍ରତିମୂର୍ତ୍ତି ଅନାବରଣ: [8, 648, 107, 676]
students-col-2: [683, 614, 937, 818]
missing-dateline: ସୋରୋ, ୨୨।୬(ଡି.ଏନ୍.ଏ.): [583, 882, 646, 889]
brief-text: କେନ୍ଦୁଝର ଜିଲାରେ ଅବୈଧ ଲୁହାପଥର ଗୁଣ୍ଡ ଜବତ ମାମଲାରେ ଆହୁରି ତଥ୍ୟ ସାମ୍ନାକୁ ଆସିଛି। ଖଣି ବିଭାଗ ଅଧିକାରୀଙ୍କ ଚଢ଼ାଉ ପରେ ଜବତ ହୋଇଥିବା ଲୁହାପଥର ଗୁଣ୍ଡର ପରିମାଣ ୫୨ ଲକ୍ଷ ଟନ୍ ଅତିକ୍ରମ କରିଛି। ଏହି ମାମଲାରେ ଜଡ଼ିତ ବ୍ୟକ୍ତିଙ୍କ ବିରୋଧରେ ମାମଲା ରୁଜୁ କରାଯାଇ ତଦନ୍ତ ଜାରି ରହିଛି ବୋଲି ଜିଲା ପ୍ରଶାସନ ସୂଚନା ଦେଇଛି।: [8, 108, 136, 167]
students-photo: [683, 474, 937, 600]
congress-text: [150, 1034, 538, 1142]
rain-col-1: [415, 1216, 535, 1338]
elephant-headline: ବଗଦା କାଶୀପୁରରେ ଦନ୍ତା: [678, 74, 867, 96]
page-number: ୯: [911, 7, 925, 40]
sp-dateline: କେନ୍ଦୁଝର, ୨୨।୬(ବ୍ୟୁ.): [154, 470, 218, 478]
finance-text: [150, 669, 402, 819]
brief-item-4: [8, 918, 136, 1226]
